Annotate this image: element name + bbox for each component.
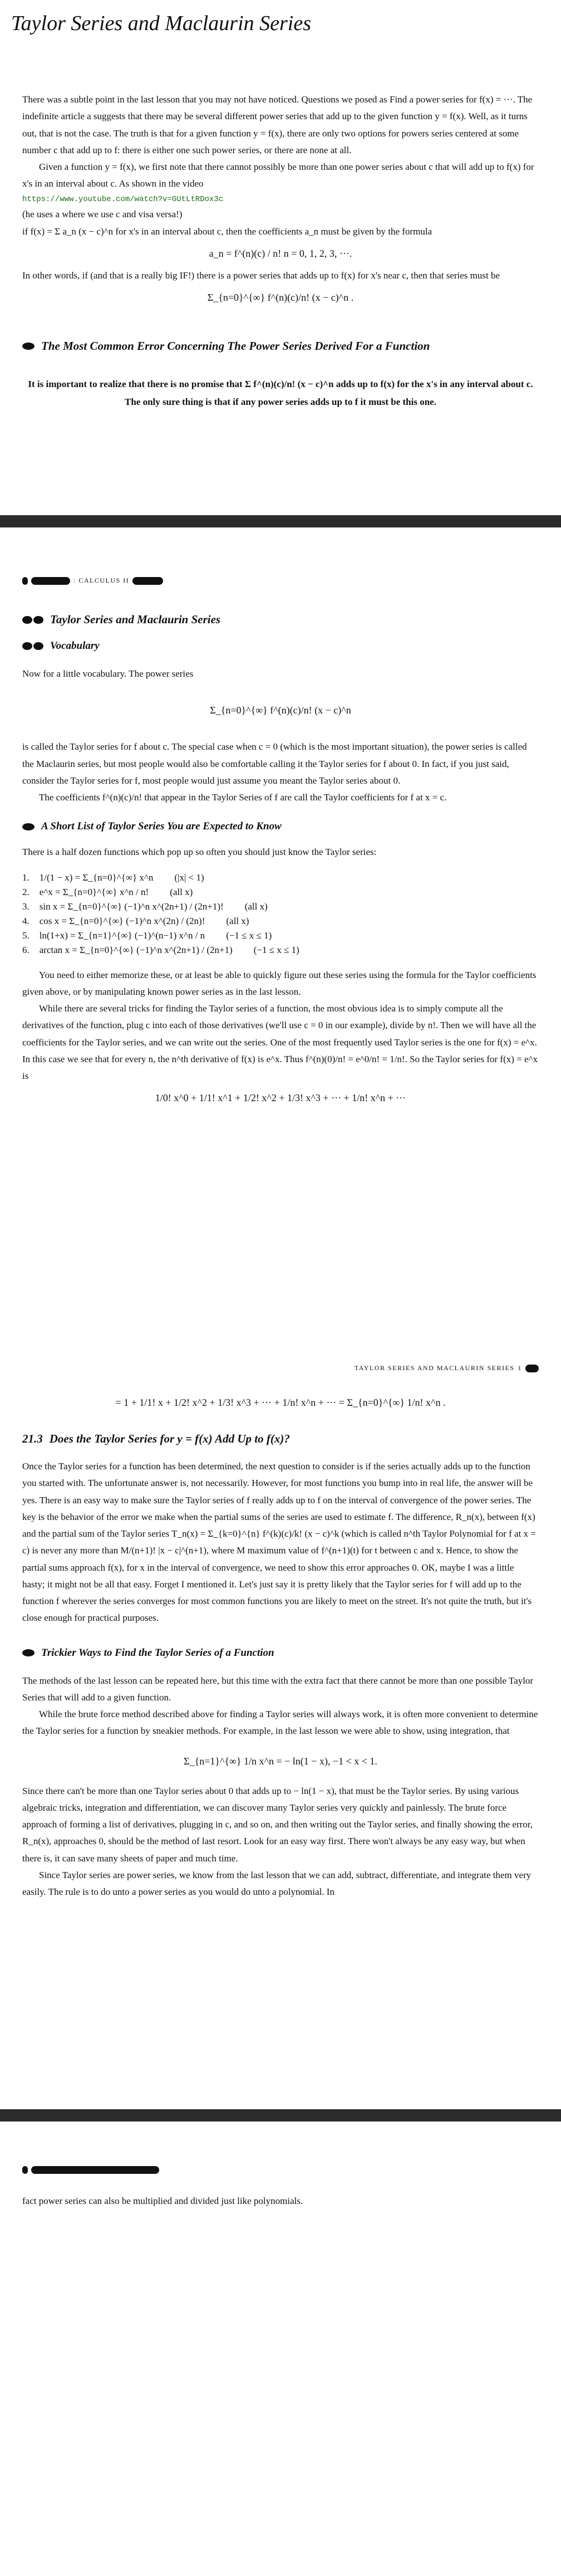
section-taylor-maclaurin — [22, 613, 539, 627]
vocab-intro: Now for a little vocabulary. The power series — [22, 668, 194, 679]
subsection-tricks — [22, 1647, 539, 1659]
after-list-paragraph-2: While there are several tricks for finding the Taylor series of a function, the most obvious idea is to simply compute all the derivatives of the function, plug c into each of those derivatives (we'll use c = 0 in our example), divide by n!. Then we will have all the coefficients for the Taylor series, and we can write out the series. One of the most frequently used Taylor series is the one for f(x) = e^x. In this case we see that for every n, the n^th derivative of f(x) is e^x. Thus f^(n)(0)/n! = e^0/n! = 1/n!. So the Taylor series for f(x) = e^x is — [22, 1003, 538, 1081]
subsection-number-icon — [22, 642, 43, 650]
page-3 — [0, 1352, 561, 2109]
exp-series-continued: = 1 + 1/1! x + 1/2! x^2 + 1/3! x^3 + ··· + 1/n! x^n + ··· = Σ_{n=0}^{∞} 1/n! x^n . — [115, 1397, 446, 1408]
after-list-paragraph-1: You need to either memorize these, or at least be able to quickly figure out these series using the formula for the Taylor coefficients given above, or by manipulating known power series as in the last lesson. — [22, 969, 537, 997]
paragraph-uniqueness: Given a function y = f(x), we first note that there cannot possibly be more than one power series about c that will add up to f(x) for x's in an interval about c. As shown in the video — [22, 162, 534, 189]
subsection-vocabulary-title: Vocabulary — [50, 640, 100, 652]
closing-paragraph: fact power series can also be multiplied and divided just like polynomials. — [22, 2196, 303, 2206]
running-head — [22, 576, 539, 585]
running-head-text: : CALCULUS II — [73, 576, 130, 584]
list-item: 4. cos x = Σ_{n=0}^{∞} (−1)^n x^(2n) / (2n)! (all x) — [22, 915, 249, 926]
redaction-mark — [31, 577, 70, 585]
vocab-series: Σ_{n=0}^{∞} f^(n)(c)/n! (x − c)^n — [210, 705, 351, 716]
section-common-error-title: The Most Common Error Concerning The Power Series Derived For a Function — [41, 339, 430, 353]
page-2 — [0, 527, 561, 1352]
bullet-icon — [22, 1649, 35, 1656]
paragraph-if: In other words, if (and that is a really big IF!) there is a power series that adds up to f(x) for x's near c, then that series must be — [22, 270, 500, 281]
tricks-paragraph-3: Since there can't be more than one Taylor series about 0 that adds up to − ln(1 − x), that must be the Taylor series. By using various algebraic tricks, integration and differentiation, we can discover many Taylor series very quickly and painlessly. The brute force approach of forming a list of derivatives, plugging in c, and so on, and then writing out the Taylor series, and finally showing the error, R_n(x), approaches 0, should be the method of last resort. Look for an easy way first. There won't always be any easy way, but when there is, it can save many sheets of paper and much time. — [22, 1785, 533, 1864]
list-item: 6. arctan x = Σ_{n=0}^{∞} (−1)^n x^(2n+1) / (2n+1) (−1 ≤ x ≤ 1) — [22, 944, 299, 955]
short-list-intro: There is a half dozen functions which pop up so often you should just know the Taylor series: — [22, 847, 377, 858]
redaction-mark — [132, 577, 163, 585]
section-common-error — [22, 339, 539, 353]
section-number-icon — [22, 616, 43, 624]
vocab-paragraph: is called the Taylor series for f about c. The special case when c = 0 (which is the most important situation), the power series is called the Maclaurin series, but most people would also be comfortable calling it the Taylor series for f about 0. In fact, if you just said, consider the Taylor series for f, most people would just assume you meant the Taylor series about 0. — [22, 741, 527, 786]
paragraph-note: (he uses a where we use c and visa versa!) — [22, 209, 183, 220]
subsection-short-list — [22, 820, 539, 833]
running-head-right — [22, 1364, 539, 1372]
page-4 — [0, 2122, 561, 2576]
page-number: 1 — [518, 1364, 522, 1372]
section-21-3 — [22, 1432, 539, 1446]
redaction-mark — [525, 1365, 539, 1372]
tricks-paragraph-4: Since Taylor series are power series, we know from the last lesson that we can add, subtract, differentiate, and integrate them very easily. The rule is to do unto a power series as you would do unto a polynomial. In — [22, 1869, 532, 1897]
page-title: Taylor Series and Maclaurin Series — [11, 12, 312, 35]
page-separator — [0, 515, 561, 527]
coefficient-formula: a_n = f^(n)(c) / n! n = 0, 1, 2, 3, ···. — [209, 247, 352, 259]
page-1 — [0, 0, 561, 515]
list-item: 2. e^x = Σ_{n=0}^{∞} x^n / n! (all x) — [22, 886, 193, 897]
running-head — [22, 2166, 539, 2174]
tricks-paragraph-1: The methods of the last lesson can be repeated here, but this time with the extra fact that there cannot be more than one possible Taylor Series that will add to a given function. — [22, 1675, 534, 1703]
redaction-mark — [22, 2166, 28, 2174]
intro-paragraph: There was a subtle point in the last lesson that you may not have noticed. Questions we posed as Find a power series for f(x) = ···. The indefinite article a suggests that there may be several different power series that add up to the given function y = f(x). Well, as it turns out, that is not the case. The truth is that for a given function y = f(x), there are only two options for powers series centered at some number c that add up to f: there is either one such power series, or there are none at all. — [22, 94, 533, 155]
series-formula: Σ_{n=0}^{∞} f^(n)(c)/n! (x − c)^n . — [207, 292, 354, 304]
convergence-paragraph: Once the Taylor series for a function has been determined, the next question to consider is if the series actually adds up to the function you started with. The unfortunate answer is, not necessarily. However, for most functions you bump into in real life, the answer will be yes. There is an easy way to make sure the Taylor series of f really adds up to f on the interval of convergence of the power series. The key is the behavior of the error we make when the partial sums of the series are used to estimate f. The difference, R_n(x), between f(x) and the partial sum of the Taylor series T_n(x) = Σ_{k=0}^{n} f^(k)(c)/k! (x − c)^k (which is called n^th Taylor Polynomial for f at x = c) is never any more than M/(n+1)! |x − c|^(n+1), where M maximum value of f^(n+1)(t) for t between c and x. Hence, to show the partial sums approach f(x), for x in the interval of convergence, we need to show this error approaches 0. OK, maybe I was a little hasty; it might not be all that easy. Forget I mentioned it. Let's just say it is pretty likely that the Taylor series for f will add up to the function f wherever the series converges for most common functions you are likely to meet on the street. It's not quite the truth, but it's close enough for practical purposes. — [22, 1461, 536, 1624]
subsection-short-list-title: A Short List of Taylor Series You are Expected to Know — [41, 820, 282, 833]
redaction-mark — [31, 2166, 159, 2174]
list-item: 3. sin x = Σ_{n=0}^{∞} (−1)^n x^(2n+1) / (2n+1)! (all x) — [22, 901, 268, 912]
section-title: Does the Taylor Series for y = f(x) Add Up to f(x)? — [49, 1432, 290, 1445]
section-title: Taylor Series and Maclaurin Series — [50, 613, 221, 626]
tricks-paragraph-2: While the brute force method described above for finding a Taylor series will always work, it is often more convenient to determine the Taylor series for a function by sneakier methods. For example, in the last lesson we were able to show, using integration, that — [22, 1709, 538, 1737]
taylor-series-list — [22, 872, 539, 956]
subsection-tricks-title: Trickier Ways to Find the Taylor Series of a Function — [41, 1646, 274, 1659]
redaction-mark — [22, 577, 28, 585]
bullet-icon — [22, 343, 35, 350]
subsection-vocabulary — [22, 640, 539, 652]
paragraph-coefficients: if f(x) = Σ a_n (x − c)^n for x's in an interval about c, then the coefficients a_n must be given by the formula — [22, 226, 432, 237]
running-head-text: TAYLOR SERIES AND MACLAURIN SERIES — [354, 1364, 515, 1372]
ln-formula: Σ_{n=1}^{∞} 1/n x^n = − ln(1 − x), −1 < x < 1. — [184, 1755, 377, 1767]
bullet-icon — [22, 823, 35, 830]
exp-series: 1/0! x^0 + 1/1! x^1 + 1/2! x^2 + 1/3! x^3 + ··· + 1/n! x^n + ··· — [155, 1092, 406, 1104]
section-number: 21.3 — [22, 1432, 43, 1445]
warning-paragraph: It is important to realize that there is no promise that Σ f^(n)(c)/n! (x − c)^n adds up to f(x) for the x's in any interval about c. The only sure thing is that if any power series adds up to f it must be this one. — [28, 379, 533, 408]
page-separator — [0, 2109, 561, 2122]
list-item: 1. 1/(1 − x) = Σ_{n=0}^{∞} x^n (|x| < 1) — [22, 872, 204, 883]
list-item: 5. ln(1+x) = Σ_{n=1}^{∞} (−1)^(n−1) x^n / n (−1 ≤ x ≤ 1) — [22, 930, 272, 941]
coefficients-paragraph: The coefficients f^(n)(c)/n! that appear in the Taylor Series of f are call the Taylor coefficients for f at x = c. — [39, 792, 447, 803]
video-link[interactable]: https://www.youtube.com/watch?v=GUtLtRDox3c — [22, 194, 224, 204]
